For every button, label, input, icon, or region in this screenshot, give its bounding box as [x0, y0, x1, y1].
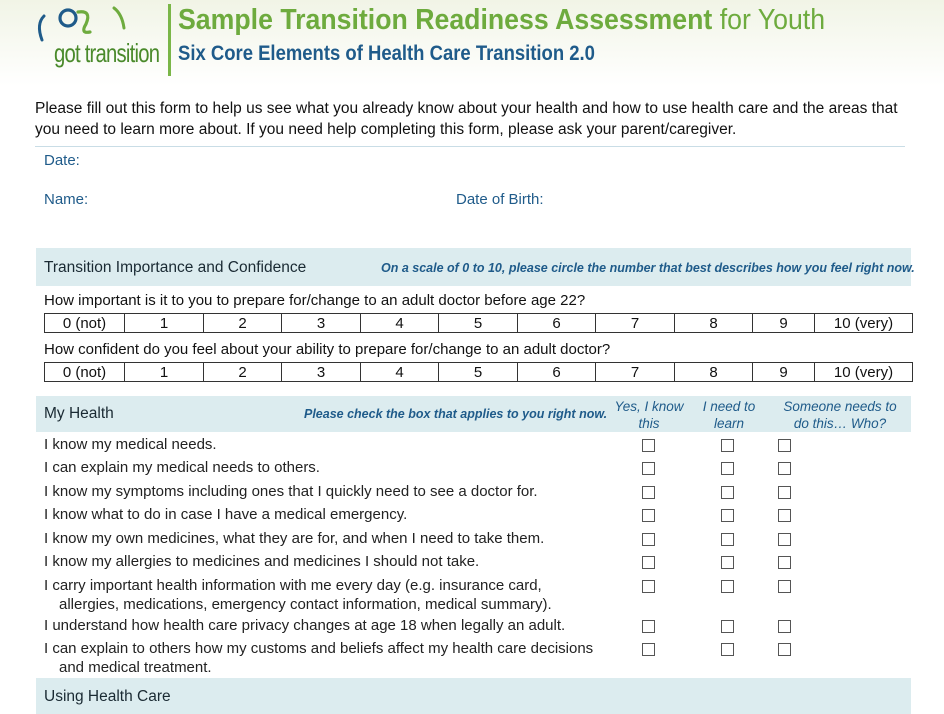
intro-paragraph: Please fill out this form to help us see what you already know about your health and how to use health care and the areas that you need to learn more about. If you need help completing this form, please ask your parent/caregiver. [35, 100, 898, 138]
name-label: Name: [44, 191, 89, 208]
title-light: for Youth [719, 4, 826, 36]
divider [35, 146, 905, 147]
checkbox-yes[interactable] [642, 620, 655, 633]
checkbox-learn[interactable] [721, 643, 734, 656]
col-header-someone: Someone needs to do this… Who? [783, 399, 897, 431]
scale-option[interactable]: 4 [361, 363, 439, 382]
checklist-item: I know my medical needs. [44, 436, 217, 453]
question-importance: How important is it to you to prepare for/change to an adult doctor before age 22? [44, 292, 586, 309]
health-section-note: Please check the box that applies to you right now. [304, 407, 608, 421]
checkbox-someone[interactable] [778, 620, 791, 633]
checkbox-someone[interactable] [778, 556, 791, 569]
checkbox-learn[interactable] [721, 556, 734, 569]
scale-option[interactable]: 5 [439, 314, 518, 333]
checkbox-someone[interactable] [778, 643, 791, 656]
checkbox-someone[interactable] [778, 509, 791, 522]
page-title [178, 4, 825, 37]
scale-option[interactable]: 0 (not) [45, 314, 125, 333]
checklist-item: I know what to do in case I have a medical emergency. [44, 506, 408, 523]
checkbox-yes[interactable] [642, 439, 655, 452]
scale-option[interactable]: 3 [282, 363, 361, 382]
logo-wordmark: got transition [54, 38, 160, 68]
checkbox-yes[interactable] [642, 556, 655, 569]
scale-option[interactable]: 7 [596, 314, 675, 333]
checklist-item: I can explain my medical needs to others. [44, 459, 320, 476]
checkbox-yes[interactable] [642, 462, 655, 475]
checkbox-someone[interactable] [778, 533, 791, 546]
importance-section-header [36, 248, 915, 286]
checklist-item: I know my symptoms including ones that I quickly need to see a doctor for. [44, 483, 538, 500]
scale-option[interactable]: 2 [204, 314, 282, 333]
scale-option[interactable]: 8 [675, 363, 753, 382]
question-confidence: How confident do you feel about your ability to prepare for/change to an adult doctor? [44, 341, 611, 358]
checkbox-yes[interactable] [642, 580, 655, 593]
checklist-item: I know my allergies to medicines and medicines I should not take. [44, 553, 480, 570]
scale-option[interactable]: 8 [675, 314, 753, 333]
scale-option[interactable]: 10 (very) [815, 363, 913, 382]
using-health-care-section-header [36, 678, 911, 714]
dob-label: Date of Birth: [456, 191, 544, 208]
page-subtitle: Six Core Elements of Health Care Transition 2.0 [178, 42, 595, 65]
scale-option[interactable]: 6 [518, 363, 596, 382]
col-header-learn: I need to learn [702, 399, 756, 431]
importance-section-title: Transition Importance and Confidence [44, 259, 307, 276]
date-label: Date: [44, 152, 80, 169]
importance-section-note: On a scale of 0 to 10, please circle the number that best describes how you feel right now. [381, 261, 915, 275]
scale-option[interactable]: 4 [361, 314, 439, 333]
scale-option[interactable]: 2 [204, 363, 282, 382]
title-bold: Sample Transition Readiness Assessment [178, 4, 713, 36]
checklist-item: I carry important health information with me every day (e.g. insurance card, allergies, medications, emergency contact information, medical summary). [44, 577, 552, 613]
checkbox-yes[interactable] [642, 509, 655, 522]
checkbox-learn[interactable] [721, 509, 734, 522]
scale-option[interactable]: 1 [125, 363, 204, 382]
scale-option[interactable]: 1 [125, 314, 204, 333]
checkbox-someone[interactable] [778, 439, 791, 452]
checkbox-learn[interactable] [721, 462, 734, 475]
scale-option[interactable]: 9 [753, 363, 815, 382]
scale-option[interactable]: 7 [596, 363, 675, 382]
checkbox-learn[interactable] [721, 580, 734, 593]
scale-option[interactable]: 0 (not) [45, 363, 125, 382]
checkbox-yes[interactable] [642, 486, 655, 499]
checklist-item: I know my own medicines, what they are for, and when I need to take them. [44, 530, 545, 547]
scale-option[interactable]: 3 [282, 314, 361, 333]
checkbox-learn[interactable] [721, 439, 734, 452]
using-health-care-title: Using Health Care [44, 688, 171, 705]
scale-option[interactable]: 6 [518, 314, 596, 333]
checkbox-learn[interactable] [721, 486, 734, 499]
scale-option[interactable]: 5 [439, 363, 518, 382]
checklist-item: I understand how health care privacy changes at age 18 when legally an adult. [44, 617, 566, 634]
logo-divider [168, 4, 171, 76]
checkbox-learn[interactable] [721, 620, 734, 633]
scale-option[interactable]: 9 [753, 314, 815, 333]
checkbox-learn[interactable] [721, 533, 734, 546]
checkbox-yes[interactable] [642, 643, 655, 656]
scale-option[interactable]: 10 (very) [815, 314, 913, 333]
checkbox-someone[interactable] [778, 486, 791, 499]
checklist-item: I can explain to others how my customs and beliefs affect my health care decisions and medical treatment. [44, 640, 594, 676]
checkbox-yes[interactable] [642, 533, 655, 546]
importance-scale [44, 313, 913, 333]
checkbox-someone[interactable] [778, 462, 791, 475]
col-header-yes: Yes, I know this [614, 399, 684, 431]
health-section-title: My Health [44, 405, 114, 422]
checkbox-someone[interactable] [778, 580, 791, 593]
confidence-scale [44, 362, 913, 382]
